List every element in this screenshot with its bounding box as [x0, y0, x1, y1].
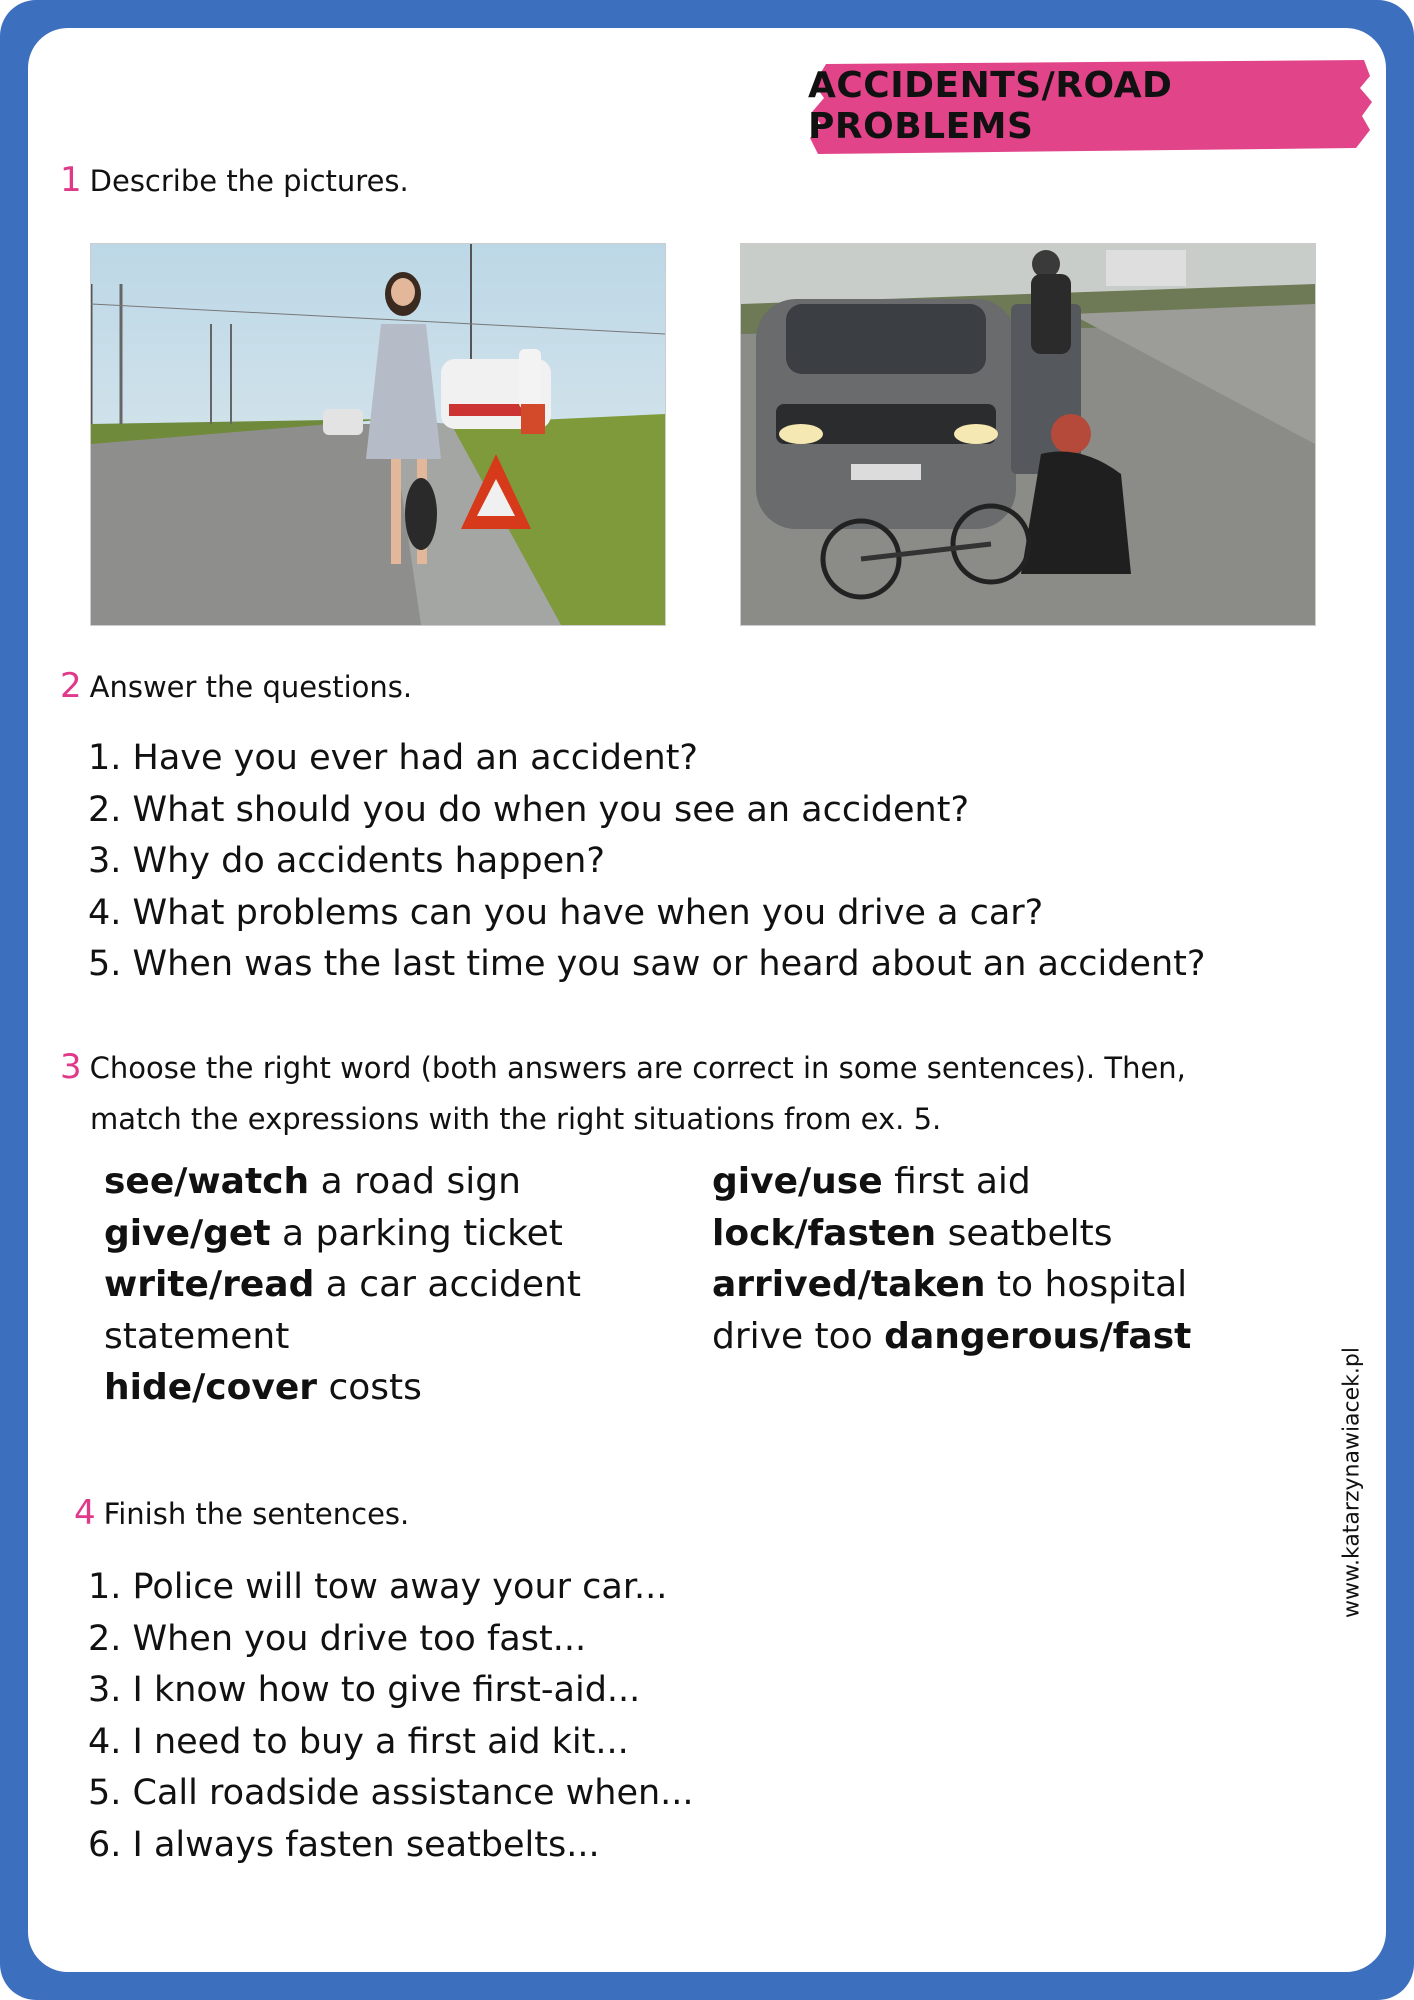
section-3-heading: [60, 1042, 1186, 1145]
vocab-item: [104, 1362, 581, 1414]
list-item: 3. I know how to give first-aid...: [88, 1670, 641, 1710]
section-title: Finish the sentences.: [103, 1497, 410, 1531]
woman-with-warning-triangle-photo: [90, 243, 666, 626]
phrase-rest: statement: [104, 1315, 290, 1357]
title-banner: [808, 56, 1374, 156]
vocab-item: [712, 1156, 1191, 1208]
list-item: 3. Why do accidents happen?: [88, 841, 605, 881]
vocab-item: [104, 1156, 581, 1208]
phrase-rest: a parking ticket: [270, 1212, 563, 1254]
section-2-heading: [60, 666, 412, 706]
list-item: 5. When was the last time you saw or heard about an accident?: [88, 944, 1206, 984]
phrase-rest: a road sign: [309, 1161, 521, 1202]
watermark-text: www.katarzynawiacek.pl: [1339, 1347, 1365, 1618]
vocab-column-right: [712, 1156, 1191, 1362]
word-choice: give/use: [712, 1161, 883, 1202]
section-title-line-1: Choose the right word (both answers are correct in some sentences). Then,: [89, 1051, 1186, 1085]
phrase-pre: drive too: [712, 1315, 885, 1357]
section-title: Describe the pictures.: [89, 164, 409, 198]
word-choice: write/read: [104, 1264, 315, 1305]
section-number: 1: [60, 160, 82, 200]
list-item: 1. Have you ever had an accident?: [88, 738, 699, 778]
vocab-item: [104, 1208, 581, 1260]
vocab-item: [104, 1259, 581, 1311]
section-number: 2: [60, 666, 82, 706]
page-title: ACCIDENTS/ROAD PROBLEMS: [808, 65, 1173, 147]
phrase-rest: costs: [317, 1367, 422, 1408]
sentence-list: [88, 1562, 694, 1871]
word-choice: dangerous/fast: [884, 1315, 1192, 1357]
word-choice: hide/cover: [104, 1367, 318, 1408]
vocab-item: [712, 1259, 1191, 1311]
vocab-item: [712, 1208, 1191, 1260]
word-choice: see/watch: [104, 1161, 310, 1202]
list-item: 1. Police will tow away your car...: [88, 1567, 668, 1607]
section-title-line-2: match the expressions with the right situations from ex. 5.: [90, 1102, 942, 1136]
question-list: [88, 733, 1205, 991]
cyclist-accident-photo: [740, 243, 1316, 626]
list-item: 4. I need to buy a first aid kit...: [88, 1721, 629, 1762]
list-item: 4. What problems can you have when you drive a car?: [88, 892, 1044, 933]
list-item: 2. When you drive too fast...: [88, 1618, 587, 1659]
phrase-rest: first aid: [882, 1161, 1031, 1202]
section-4-heading: [74, 1493, 409, 1533]
vocab-item: [712, 1311, 1191, 1363]
list-item: 6. I always fasten seatbelts...: [88, 1824, 600, 1865]
word-choice: arrived/taken: [712, 1264, 986, 1305]
phrase-rest: seatbelts: [936, 1212, 1113, 1254]
section-number: 4: [74, 1493, 96, 1533]
word-choice: lock/fasten: [712, 1212, 937, 1254]
phrase-rest: a car accident: [314, 1264, 581, 1305]
vocab-item: [104, 1311, 581, 1363]
list-item: 2. What should you do when you see an accident?: [88, 789, 970, 830]
list-item: 5. Call roadside assistance when...: [88, 1773, 694, 1813]
section-number: 3: [60, 1047, 82, 1087]
word-choice: give/get: [104, 1212, 271, 1254]
section-title: Answer the questions.: [89, 670, 413, 704]
vocab-column-left: [104, 1156, 581, 1414]
phrase-rest: to hospital: [985, 1264, 1188, 1305]
section-1-heading: [60, 160, 409, 200]
